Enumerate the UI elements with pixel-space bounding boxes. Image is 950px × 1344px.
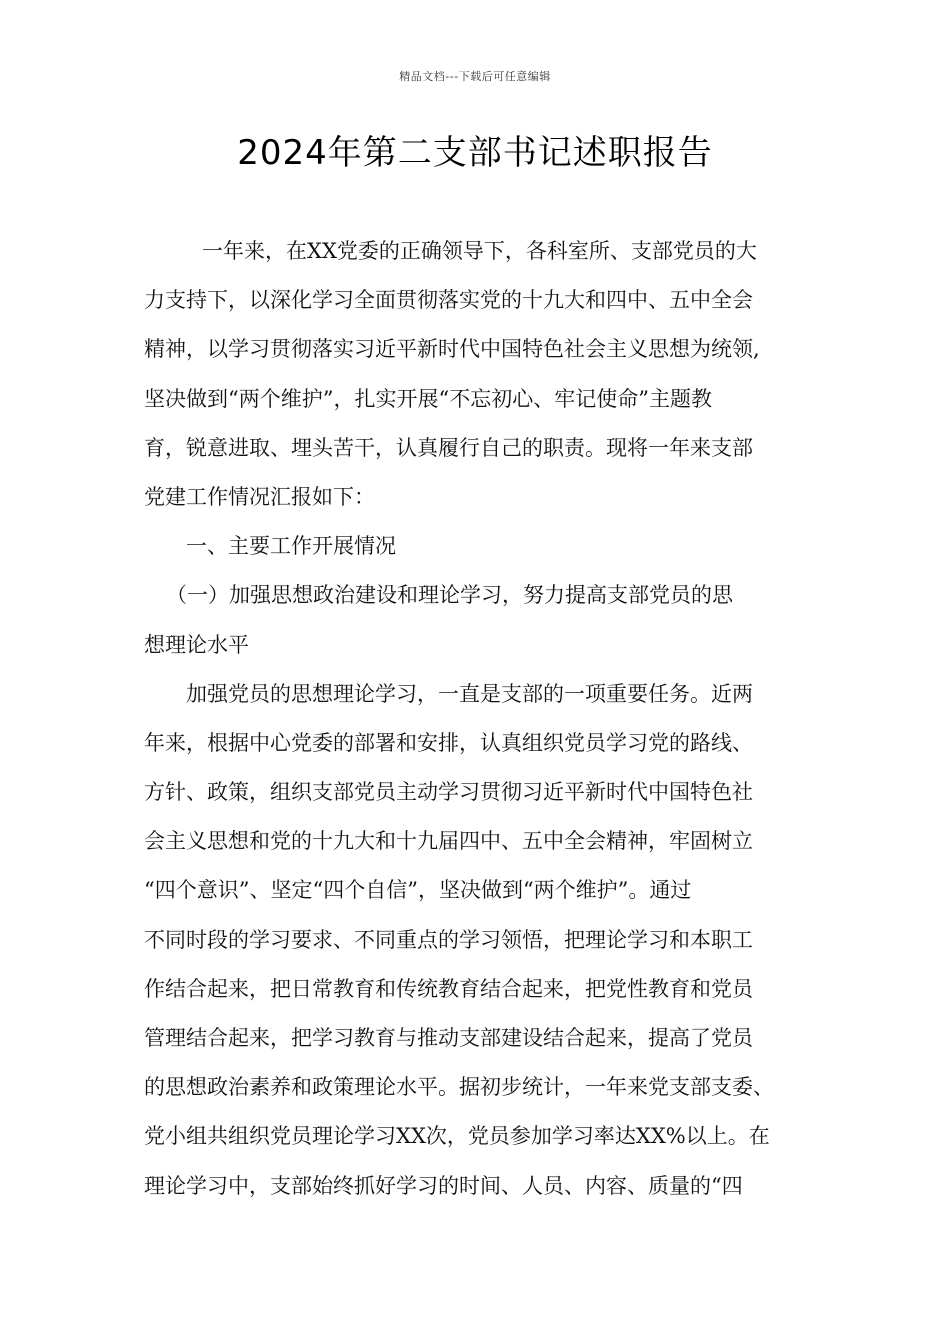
paragraph-line: 党建工作情况汇报如下： (144, 484, 375, 509)
paragraph-line: 会主义思想和党的十九大和十九届四中、五中全会精神，牢固树立 (144, 829, 753, 854)
subsection-heading: （一）加强思想政治建设和理论学习，努力提高支部党员的思 (166, 583, 733, 608)
paragraph-line: 精神，以学习贯彻落实习近平新时代中国特色社会主义思想为统领, (144, 337, 760, 362)
paragraph-line: 年来，根据中心党委的部署和安排，认真组织党员学习党的路线、 (144, 730, 753, 755)
paragraph-line: 坚决做到“两个维护”，扎实开展“不忘初心、牢记使命”主题教 (144, 386, 712, 411)
paragraph-line: 方针、政策，组织支部党员主动学习贯彻习近平新时代中国特色社 (144, 780, 753, 805)
paragraph-line: 育，锐意进取、埋头苦干，认真履行自己的职责。现将一年来支部 (144, 435, 753, 460)
paragraph-line: 作结合起来，把日常教育和传统教育结合起来，把党性教育和党员 (144, 976, 753, 1001)
document-title: 2024年第二支部书记述职报告 (237, 133, 713, 173)
subsection-heading-continued: 想理论水平 (144, 632, 249, 657)
paragraph-line: 理论学习中，支部始终抓好学习的时间、人员、内容、质量的“四 (144, 1173, 743, 1198)
paragraph-line: 党小组共组织党员理论学习XX次，党员参加学习率达XX%以上。在 (144, 1124, 770, 1149)
paragraph-line: 管理结合起来，把学习教育与推动支部建设结合起来，提高了党员 (144, 1026, 753, 1050)
header-note: 精品文档---下载后可任意编辑 (399, 70, 551, 83)
paragraph-line: “四个意识”、坚定“四个自信”，坚决做到“两个维护”。通过 (144, 878, 692, 903)
document-body (144, 227, 824, 1211)
paragraph-line: 加强党员的思想理论学习，一直是支部的一项重要任务。近两 (186, 681, 753, 706)
paragraph-line: 力支持下，以深化学习全面贯彻落实党的十九大和四中、五中全会 (144, 288, 753, 313)
paragraph-line: 的思想政治素养和政策理论水平。据初步统计，一年来党支部支委、 (144, 1075, 774, 1100)
section-heading: 一、主要工作开展情况 (186, 534, 396, 559)
paragraph-line: 不同时段的学习要求、不同重点的学习领悟，把理论学习和本职工 (144, 927, 753, 952)
paragraph-line: 一年来，在XX党委的正确领导下，各科室所、支部党员的大 (202, 239, 757, 263)
